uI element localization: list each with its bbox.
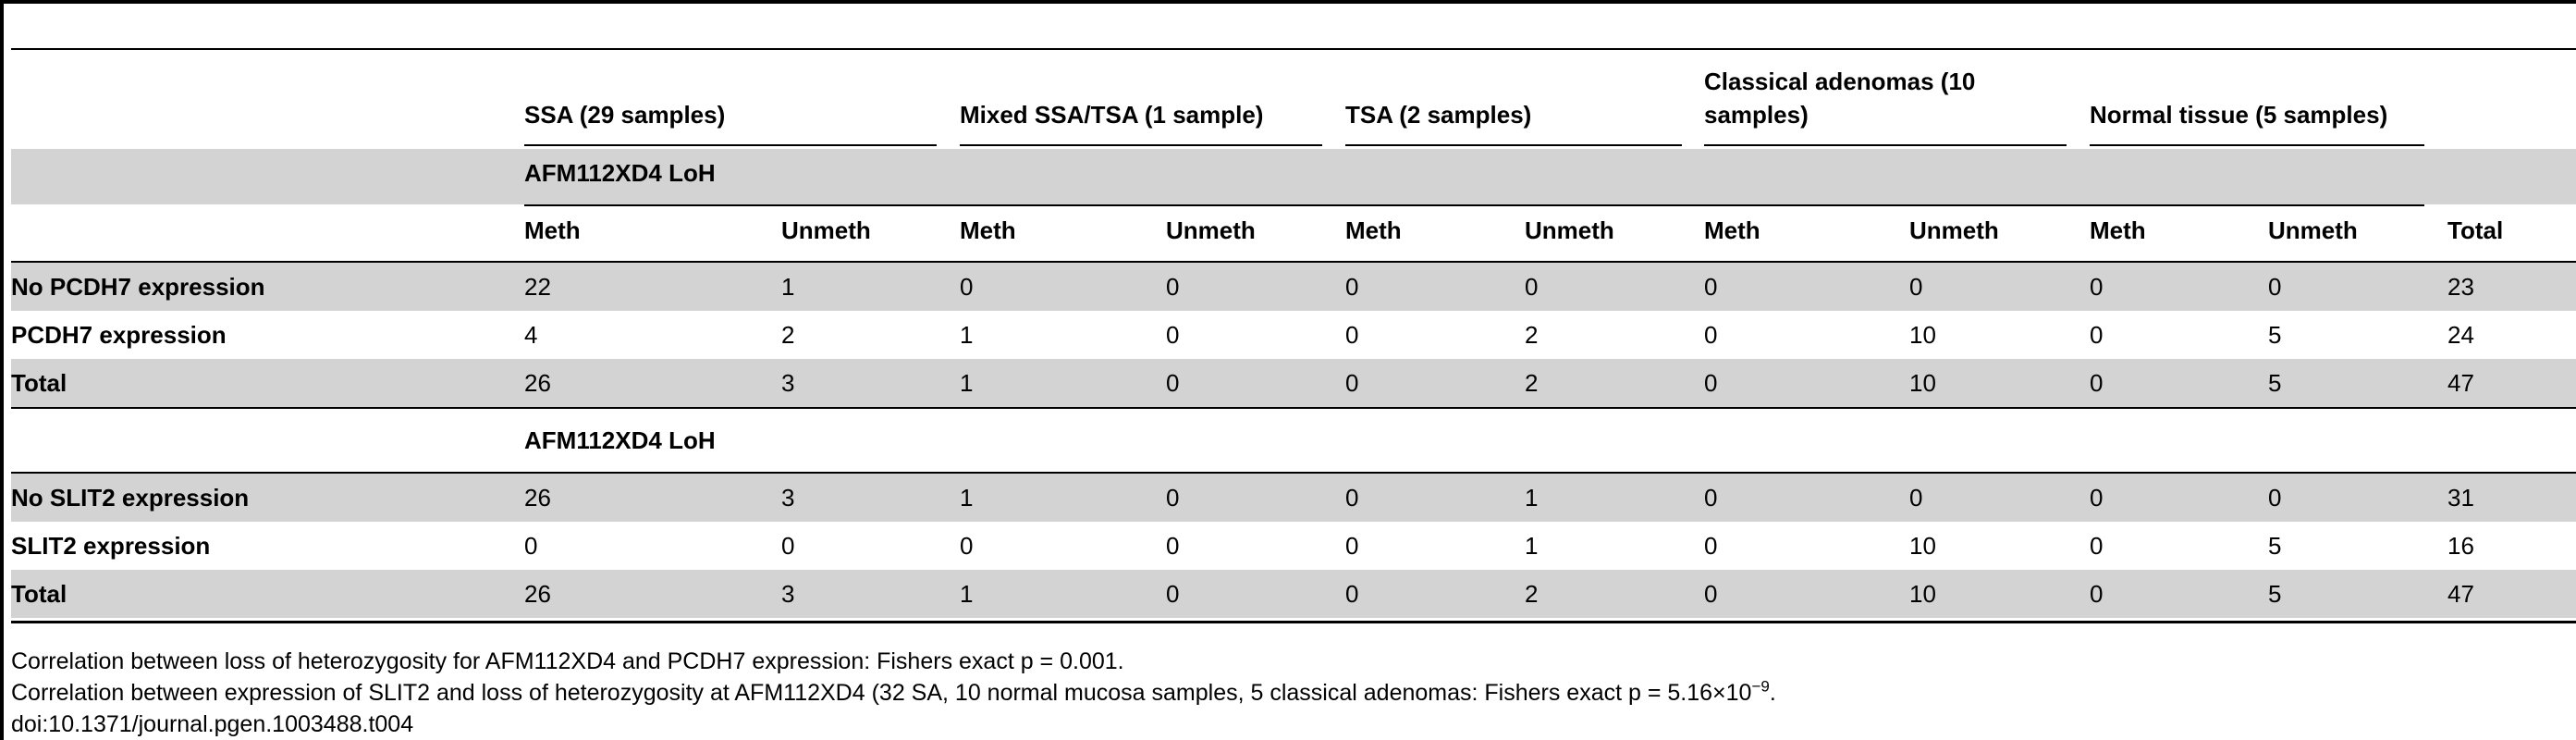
table-cell: 24	[2447, 321, 2474, 349]
table-cell: 10	[1909, 580, 1936, 608]
column-subheader: Unmeth	[2268, 216, 2358, 244]
table-cell: 0	[1909, 273, 1923, 301]
locus-band	[11, 149, 2576, 204]
table-cell: 23	[2447, 273, 2474, 301]
table-cell: 0	[2090, 580, 2104, 608]
table-cell: 0	[1909, 484, 1923, 512]
table-cell: 5	[2268, 369, 2282, 397]
doi-text: doi:10.1371/journal.pgen.1003488.t004	[11, 711, 414, 737]
table-cell: 22	[524, 273, 551, 301]
group-header-underline	[960, 144, 1322, 146]
column-subheader: Meth	[960, 216, 1016, 244]
table-cell: 1	[1525, 532, 1539, 560]
group-header-label: SSA (29 samples)	[524, 101, 726, 129]
row-label: Total	[11, 580, 67, 608]
table-cell: 1	[960, 484, 974, 512]
column-subheader: Meth	[1704, 216, 1760, 244]
table-cell: 1	[960, 580, 974, 608]
table-cell: 0	[2090, 484, 2104, 512]
table-cell: 0	[1166, 532, 1180, 560]
table-cell: 0	[960, 532, 974, 560]
group-header-underline	[524, 144, 937, 146]
table-cell: 0	[1704, 484, 1718, 512]
table-cell: 0	[781, 532, 795, 560]
table-cell: 0	[2090, 369, 2104, 397]
table-cell: 0	[1525, 273, 1539, 301]
table-cell: 26	[524, 484, 551, 512]
row-label: SLIT2 expression	[11, 532, 211, 560]
footnote-slit2-exponent: −9	[1751, 677, 1770, 696]
group-header-label: Normal tissue (5 samples)	[2090, 101, 2388, 129]
group-header-label: Mixed SSA/TSA (1 sample)	[960, 101, 1264, 129]
locus-label: AFM112XD4 LoH	[524, 159, 716, 187]
table-cell: 5	[2268, 580, 2282, 608]
table-cell: 0	[2268, 484, 2282, 512]
table-cell: 1	[960, 321, 974, 349]
table-cell: 5	[2268, 321, 2282, 349]
group-header-underline	[2090, 144, 2424, 146]
table-cell: 10	[1909, 321, 1936, 349]
table-cell: 16	[2447, 532, 2474, 560]
table-cell: 0	[2090, 321, 2104, 349]
table-cell: 0	[1345, 580, 1359, 608]
column-subheader: Unmeth	[1166, 216, 1256, 244]
footnote-slit2-end: .	[1769, 680, 1776, 706]
group-header-label-line2: samples)	[1704, 101, 1809, 129]
row-shade	[11, 570, 2576, 618]
footnote-pcdh7: Correlation between loss of heterozygosity for AFM112XD4 and PCDH7 expression: Fishers exact p = 0.001.	[11, 648, 1124, 674]
table-cell: 10	[1909, 532, 1936, 560]
column-subheader: Unmeth	[781, 216, 871, 244]
table-cell: 0	[1166, 273, 1180, 301]
column-subheader: Unmeth	[1909, 216, 1999, 244]
locus-label: AFM112XD4 LoH	[524, 426, 716, 454]
table-cell: 0	[1704, 273, 1718, 301]
table-cell: 5	[2268, 532, 2282, 560]
table-cell: 2	[1525, 321, 1539, 349]
table-cell: 0	[1345, 532, 1359, 560]
table-cell: 47	[2447, 580, 2474, 608]
footnote-slit2	[11, 677, 1776, 709]
table-cell: 1	[1525, 484, 1539, 512]
table-cell: 2	[1525, 580, 1539, 608]
group-header-label: Classical adenomas (10	[1704, 68, 1976, 95]
table-cell: 4	[524, 321, 538, 349]
table-cell: 0	[2090, 532, 2104, 560]
group-header-underline	[1704, 144, 2067, 146]
locus-underline	[524, 204, 2424, 206]
table-cell: 0	[1166, 580, 1180, 608]
table-cell: 26	[524, 369, 551, 397]
table-cell: 0	[1704, 369, 1718, 397]
table-cell: 31	[2447, 484, 2474, 512]
row-label: Total	[11, 369, 67, 397]
table-cell: 0	[524, 532, 538, 560]
table-cell: 0	[1704, 580, 1718, 608]
table-cell: 1	[960, 369, 974, 397]
table-cell: 2	[1525, 369, 1539, 397]
table-cell: 0	[2090, 273, 2104, 301]
table-cell: 0	[1166, 484, 1180, 512]
column-subheader: Meth	[2090, 216, 2146, 244]
table-cell: 0	[2268, 273, 2282, 301]
table-cell: 0	[1704, 532, 1718, 560]
row-label: No PCDH7 expression	[11, 273, 265, 301]
column-subheader: Meth	[1345, 216, 1402, 244]
footnote-slit2-text: Correlation between expression of SLIT2 and loss of heterozygosity at AFM112XD4 (32 SA, 10 normal mucosa samples, 5 classical adenomas: Fishers exact p = 5.16×10	[11, 680, 1752, 706]
table-cell: 0	[1345, 321, 1359, 349]
table-bottom-rule	[11, 621, 2576, 623]
row-label: No SLIT2 expression	[11, 484, 250, 512]
table-cell: 0	[1166, 369, 1180, 397]
column-subheader: Unmeth	[1525, 216, 1614, 244]
table-cell: 0	[1166, 321, 1180, 349]
table-cell: 10	[1909, 369, 1936, 397]
table-cell: 3	[781, 369, 795, 397]
table-cell: 0	[1345, 273, 1359, 301]
table-cell: 0	[1345, 484, 1359, 512]
table-cell: 3	[781, 484, 795, 512]
row-label: PCDH7 expression	[11, 321, 227, 349]
table-cell: 0	[1704, 321, 1718, 349]
page-left-border	[0, 0, 4, 740]
row-shade	[11, 359, 2576, 407]
table-cell: 1	[781, 273, 795, 301]
row-shade	[11, 263, 2576, 311]
table-cell: 47	[2447, 369, 2474, 397]
row-shade	[11, 474, 2576, 522]
page-top-border	[0, 0, 2576, 4]
group-header-label: TSA (2 samples)	[1345, 101, 1532, 129]
table-cell: 0	[960, 273, 974, 301]
column-subheader: Total	[2447, 216, 2504, 244]
table-cell: 0	[1345, 369, 1359, 397]
table-top-rule	[11, 48, 2576, 50]
group-header-underline	[1345, 144, 1682, 146]
section-separator-rule	[11, 407, 2576, 409]
column-subheader: Meth	[524, 216, 581, 244]
table-cell: 26	[524, 580, 551, 608]
table-cell: 2	[781, 321, 795, 349]
table-cell: 3	[781, 580, 795, 608]
